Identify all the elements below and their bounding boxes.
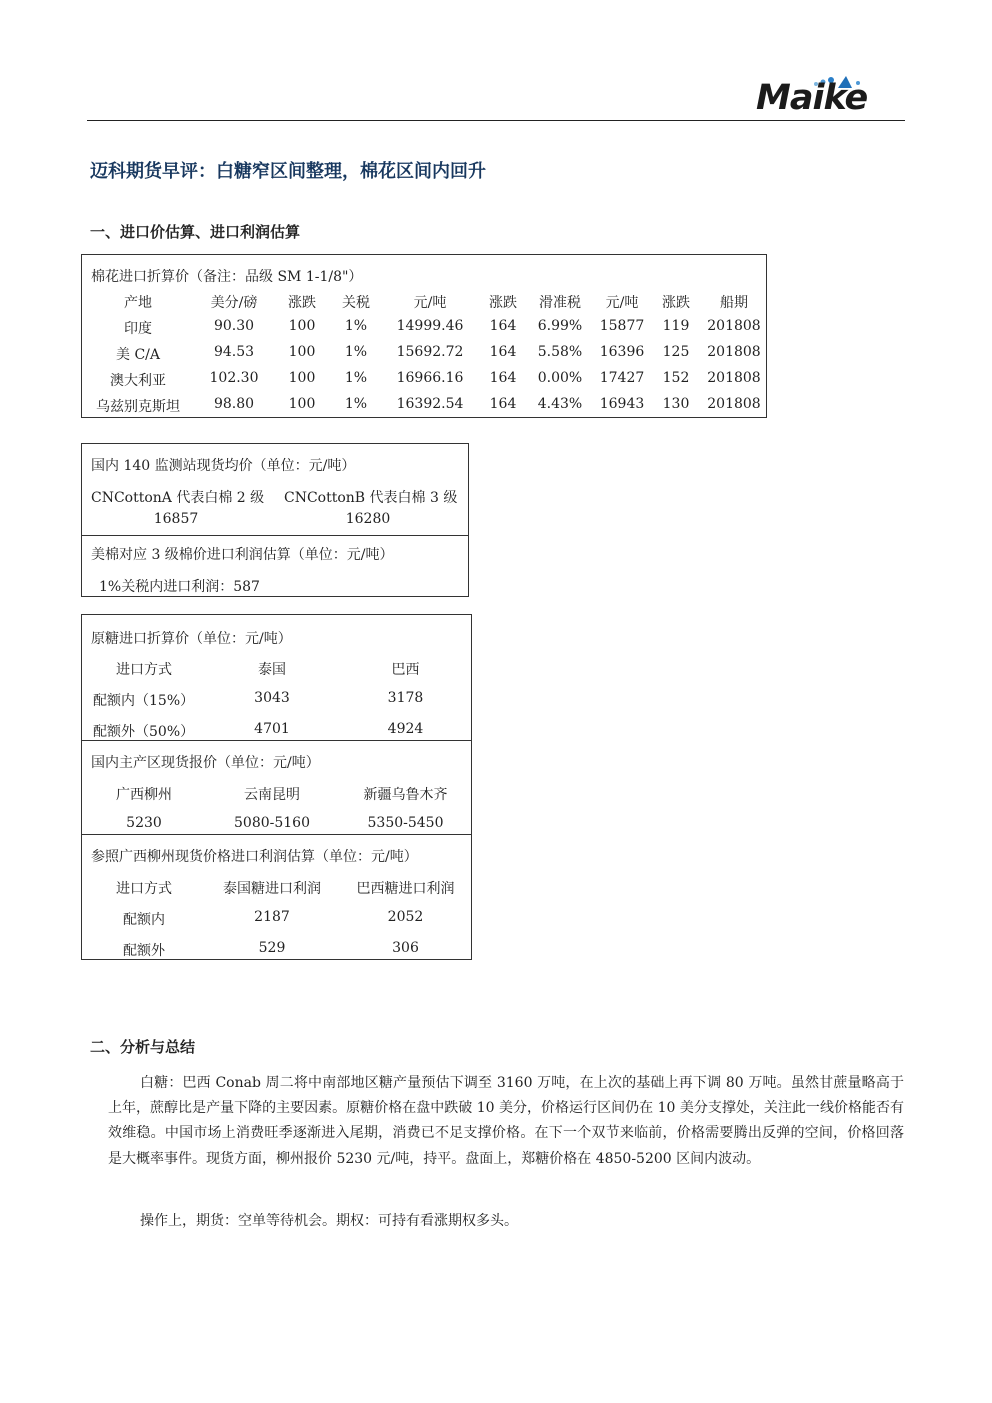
table-cell: 1% <box>344 370 368 386</box>
sugar-profit-caption: 参照广西柳州现货价格进口利润估算（单位：元/吨） <box>91 849 418 865</box>
box-divider <box>82 535 468 536</box>
table-cell: 2187 <box>254 909 290 925</box>
table-cell: 1% <box>344 318 368 334</box>
table-cell: 98.80 <box>213 396 255 412</box>
table-cell: 164 <box>489 396 517 412</box>
table-cell: 94.53 <box>213 344 255 360</box>
maike-logo <box>756 74 890 118</box>
table-cell: 16943 <box>599 396 645 412</box>
table-cell: 100 <box>288 344 316 360</box>
col-header: 滑准税 <box>539 295 581 311</box>
page-title: 迈科期货早评：白糖窄区间整理，棉花区间内回升 <box>90 161 486 182</box>
sugar-profit-col-method: 进口方式 <box>116 881 172 897</box>
table-row <box>82 396 766 422</box>
domestic-sugar-caption: 国内主产区现货报价（单位：元/吨） <box>91 755 320 771</box>
col-header: 元/吨 <box>413 295 447 311</box>
raw-sugar-caption: 原糖进口折算价（单位：元/吨） <box>91 631 292 647</box>
table-cell: 152 <box>662 370 690 386</box>
table-row <box>82 370 766 396</box>
region-label: 云南昆明 <box>244 787 300 803</box>
header-rule <box>87 120 905 121</box>
table-cell: 3178 <box>387 690 424 706</box>
raw-sugar-col-thailand: 泰国 <box>258 662 286 678</box>
cncotton-a-label: CNCottonA 代表白棉 2 级 <box>91 490 265 506</box>
table-cell: 0.00% <box>537 370 583 386</box>
table-cell: 100 <box>288 318 316 334</box>
col-header: 涨跌 <box>662 295 690 311</box>
table-row <box>82 318 766 344</box>
sugar-profit-col-brazil: 巴西糖进口利润 <box>356 881 455 897</box>
table-cell: 130 <box>662 396 690 412</box>
table-row <box>82 344 766 370</box>
col-header: 元/吨 <box>605 295 639 311</box>
region-label: 新疆乌鲁木齐 <box>363 787 448 803</box>
table-cell: 201808 <box>707 344 761 360</box>
region-label: 广西柳州 <box>116 787 172 803</box>
col-header: 关税 <box>342 295 370 311</box>
table-cell: 6.99% <box>537 318 583 334</box>
table-cell: 4924 <box>387 721 424 737</box>
sugar-profit-row-label: 配额内 <box>123 912 165 928</box>
cotton-import-caption: 棉花进口折算价（备注：品级 SM 1-1/8"） <box>91 269 363 285</box>
table-cell: 16396 <box>599 344 645 360</box>
domestic-cotton-caption: 国内 140 监测站现货均价（单位：元/吨） <box>91 458 356 474</box>
section-heading-2: 二、分析与总结 <box>90 1038 196 1056</box>
sugar-profit-col-thailand: 泰国糖进口利润 <box>223 881 321 897</box>
table-cell: 16966.16 <box>396 370 464 386</box>
cncotton-b-value: 16280 <box>345 511 391 527</box>
logo-text: Maike <box>756 78 868 118</box>
raw-sugar-col-brazil: 巴西 <box>391 662 420 678</box>
region-price: 5230 <box>126 815 162 831</box>
table-cell: 90.30 <box>213 318 255 334</box>
table-cell: 美 C/A <box>116 347 160 363</box>
operation-paragraph: 操作上，期货：空单等待机会。期权：可持有看涨期权多头。 <box>140 1213 518 1229</box>
col-header: 产地 <box>124 295 152 311</box>
table-cell: 印度 <box>124 321 152 337</box>
cncotton-a-value: 16857 <box>153 511 199 527</box>
col-header: 涨跌 <box>489 295 517 311</box>
table-cell: 164 <box>489 318 517 334</box>
box-divider <box>82 834 471 835</box>
cncotton-b-label: CNCottonB 代表白棉 3 级 <box>284 490 458 506</box>
table-cell: 529 <box>258 940 286 956</box>
table-cell: 4701 <box>254 721 290 737</box>
region-price: 5350-5450 <box>367 815 444 831</box>
cotton-import-table <box>81 254 767 418</box>
table-cell: 306 <box>392 940 419 956</box>
sugar-table-box <box>81 614 472 960</box>
table-cell: 15877 <box>599 318 645 334</box>
table-cell: 102.30 <box>209 370 259 386</box>
raw-sugar-row-label: 配额内（15%） <box>93 693 195 709</box>
table-cell: 164 <box>489 344 517 360</box>
raw-sugar-col-method: 进口方式 <box>116 662 172 678</box>
table-cell: 100 <box>288 370 316 386</box>
region-price: 5080-5160 <box>234 815 310 831</box>
cotton-import-header-row <box>82 292 766 318</box>
table-cell: 1% <box>344 396 368 412</box>
table-cell: 4.43% <box>537 396 583 412</box>
section-heading-1: 一、进口价估算、进口利润估算 <box>90 223 301 241</box>
table-cell: 澳大利亚 <box>110 373 166 389</box>
table-cell: 15692.72 <box>396 344 464 360</box>
table-cell: 119 <box>662 318 690 334</box>
col-header: 涨跌 <box>288 295 316 311</box>
table-cell: 乌兹别克斯坦 <box>96 399 180 415</box>
box-divider <box>82 740 471 741</box>
cotton-profit-caption: 美棉对应 3 级棉价进口利润估算（单位：元/吨） <box>91 547 394 563</box>
table-cell: 201808 <box>707 370 761 386</box>
table-cell: 16392.54 <box>396 396 464 412</box>
analysis-paragraph: 白糖：巴西 Conab 周二将中南部地区糖产量预估下调至 3160 万吨，在上次的基础上再下调 80 万吨。虽然甘蔗量略高于上年，蔗醇比是产量下降的主要因素。原糖价格在盘中跌破 10 美分，价格运行区间仍在 10 美分支撑处，关注此一线价格能否有效维稳。中国市场上消费旺季逐渐进入尾期，消费已不足支撑价格。在下一个双节来临前，价格需要腾出反弹的空间，价格回落是大概率事件。现货方面，柳州报价 5230 元/吨，持平。盘面上，郑糖价格在 4850-5200 区间内波动。 <box>108 1075 904 1167</box>
domestic-cotton-box <box>81 443 469 597</box>
raw-sugar-row-label: 配额外（50%） <box>93 724 195 740</box>
table-cell: 1% <box>344 344 368 360</box>
table-cell: 14999.46 <box>396 318 464 334</box>
table-cell: 125 <box>662 344 690 360</box>
cotton-profit-line: 1%关税内进口利润：587 <box>99 579 260 595</box>
table-cell: 17427 <box>599 370 645 386</box>
table-cell: 164 <box>489 370 517 386</box>
sugar-profit-row-label: 配额外 <box>123 943 165 959</box>
col-header: 美分/磅 <box>210 295 258 311</box>
table-cell: 201808 <box>707 318 761 334</box>
table-cell: 5.58% <box>537 344 583 360</box>
table-cell: 201808 <box>707 396 761 412</box>
table-cell: 3043 <box>254 690 290 706</box>
table-cell: 2052 <box>387 909 424 925</box>
table-cell: 100 <box>288 396 316 412</box>
col-header: 船期 <box>720 295 748 311</box>
